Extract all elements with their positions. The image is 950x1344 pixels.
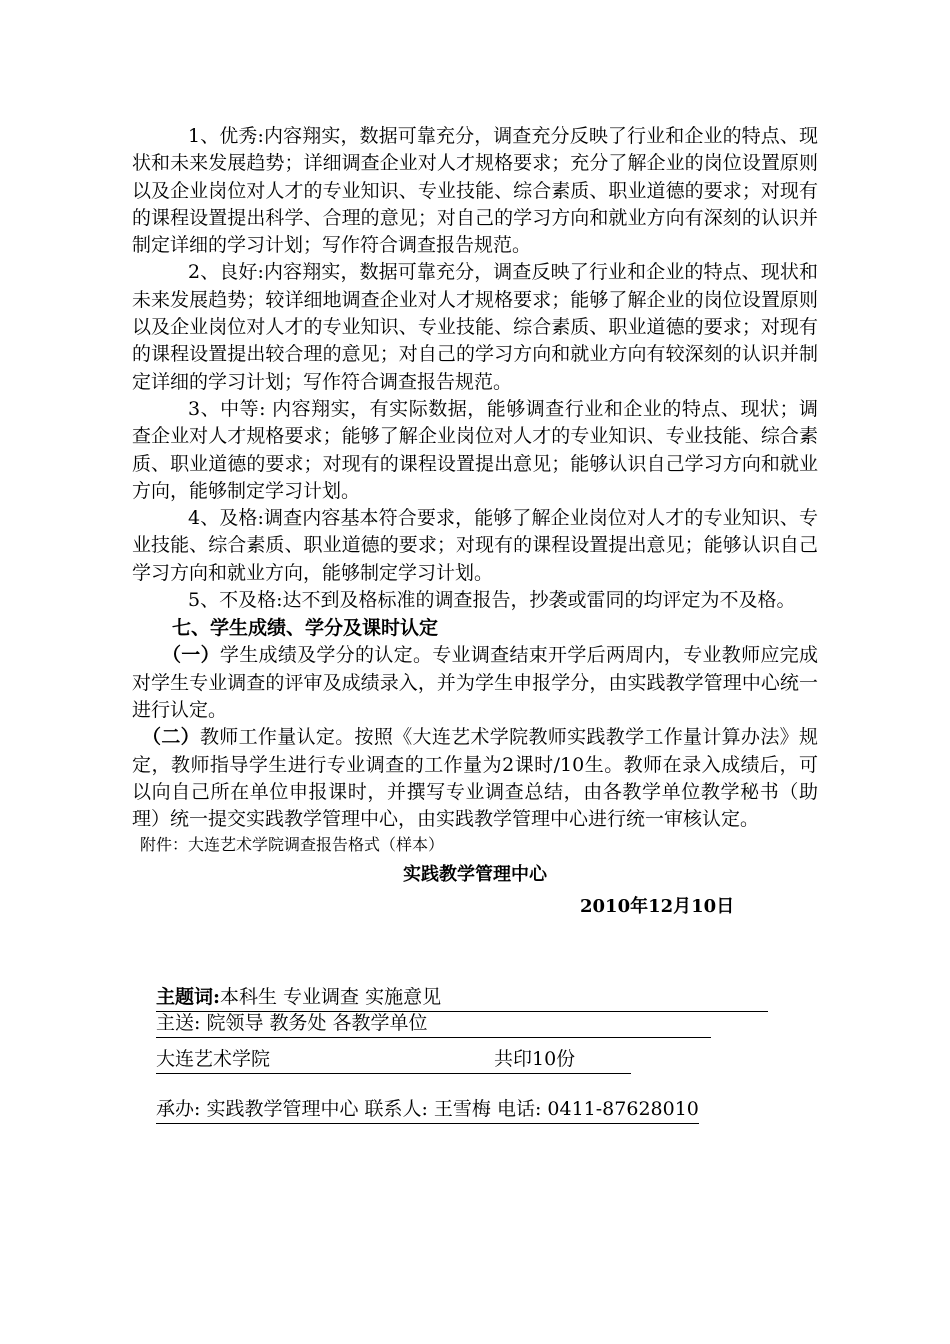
send-value: 院领导 教务处 各教学单位	[206, 1012, 428, 1034]
item-label: （二）	[142, 726, 200, 749]
signature-office: 实践教学管理中心	[403, 864, 547, 886]
document-body	[132, 123, 818, 921]
criterion-text: 内容翔实，数据可靠充分，调查充分反映了行业和企业的特点、现状和未来发展趋势；详细调查企业对人才规格要求；充分了解企业的岗位设置原则以及企业岗位对人才的专业知识、专业技能、综合素质、职业道德的要求；对现有的课程设置提出科学、合理的意见；对自己的学习方向和就业方向有深刻的认识并制定详细的学习计划；写作符合调查报告规范。	[132, 125, 818, 257]
criterion-text: 内容翔实，有实际数据，能够调查行业和企业的特点、现状；调查企业对人才规格要求；能够了解企业岗位对人才的专业知识、专业技能、综合素质、职业道德的要求；对现有的课程设置提出意见；能够认识自己学习方向和就业方向，能够制定学习计划。	[132, 397, 818, 502]
section-heading: 七、学生成绩、学分及课时认定	[172, 617, 439, 640]
criterion-excellent	[132, 123, 818, 259]
criterion-good	[132, 259, 818, 395]
undertaker-line: 承办: 实践教学管理中心 联系人: 王雪梅 电话: 0411-87628010	[156, 1096, 699, 1124]
criterion-fail	[132, 587, 818, 614]
print-line	[156, 1046, 631, 1074]
criterion-text: 调查内容基本符合要求，能够了解企业岗位对人才的专业知识、专业技能、综合素质、职业道德的要求；对现有的课程设置提出意见；能够认识自己学习方向和就业方向，能够制定学习计划。	[132, 507, 818, 584]
criterion-medium	[132, 396, 818, 505]
criterion-label: 2、良好:	[188, 261, 264, 284]
item-text: 学生成绩及学分的认定。专业调查结束开学后两周内，专业教师应完成对学生专业调查的评审及成绩录入，并为学生申报学分，由实践教学管理中心统一进行认定。	[132, 644, 818, 721]
item-label: （一）	[162, 644, 220, 667]
keywords-value: 本科生 专业调查 实施意见	[220, 986, 442, 1008]
criterion-label: 5、不及格:	[188, 589, 283, 612]
copies-count: 共印10份	[494, 1048, 576, 1070]
attachment-note: 附件：大连艺术学院调查报告格式（样本）	[140, 835, 445, 855]
item-text: 教师工作量认定。按照《大连艺术学院教师实践教学工作量计算办法》规定，教师指导学生进行专业调查的工作量为2课时/10生。教师在录入成绩后，可以向自己所在单位申报课时，并撰写专业调查总结，由各教学单位教学秘书（助理）统一提交实践教学管理中心，由实践教学管理中心进行统一审核认定。	[132, 726, 818, 831]
section-item-1	[132, 642, 818, 724]
footer-keywords	[156, 984, 768, 1012]
criterion-label: 1、优秀:	[188, 125, 264, 147]
send-label: 主送:	[156, 1012, 201, 1034]
criterion-text: 达不到及格标准的调查报告，抄袭或雷同的均评定为不及格。	[282, 589, 796, 612]
criterion-pass	[132, 505, 818, 587]
footer-undertaker	[156, 1096, 699, 1124]
footer-print	[156, 1046, 631, 1074]
footer-send-to	[156, 1010, 711, 1038]
criterion-label: 3、中等:	[188, 397, 266, 420]
criterion-label: 4、及格:	[188, 507, 264, 530]
send-line	[156, 1010, 711, 1038]
criterion-text: 内容翔实，数据可靠充分，调查反映了行业和企业的特点、现状和未来发展趋势；较详细地调查企业对人才规格要求；能够了解企业的岗位设置原则以及企业岗位对人才的专业知识、专业技能、综合素质、职业道德的要求；对现有的课程设置提出较合理的意见；对自己的学习方向和就业方向有较深刻的认识并制定详细的学习计划；写作符合调查报告规范。	[132, 261, 818, 393]
section-item-2	[132, 724, 818, 833]
keywords-line	[156, 984, 768, 1012]
keywords-label: 主题词:	[156, 986, 221, 1008]
signature-date: 2010年12月10日	[580, 896, 735, 918]
institution-name: 大连艺术学院	[156, 1048, 271, 1070]
